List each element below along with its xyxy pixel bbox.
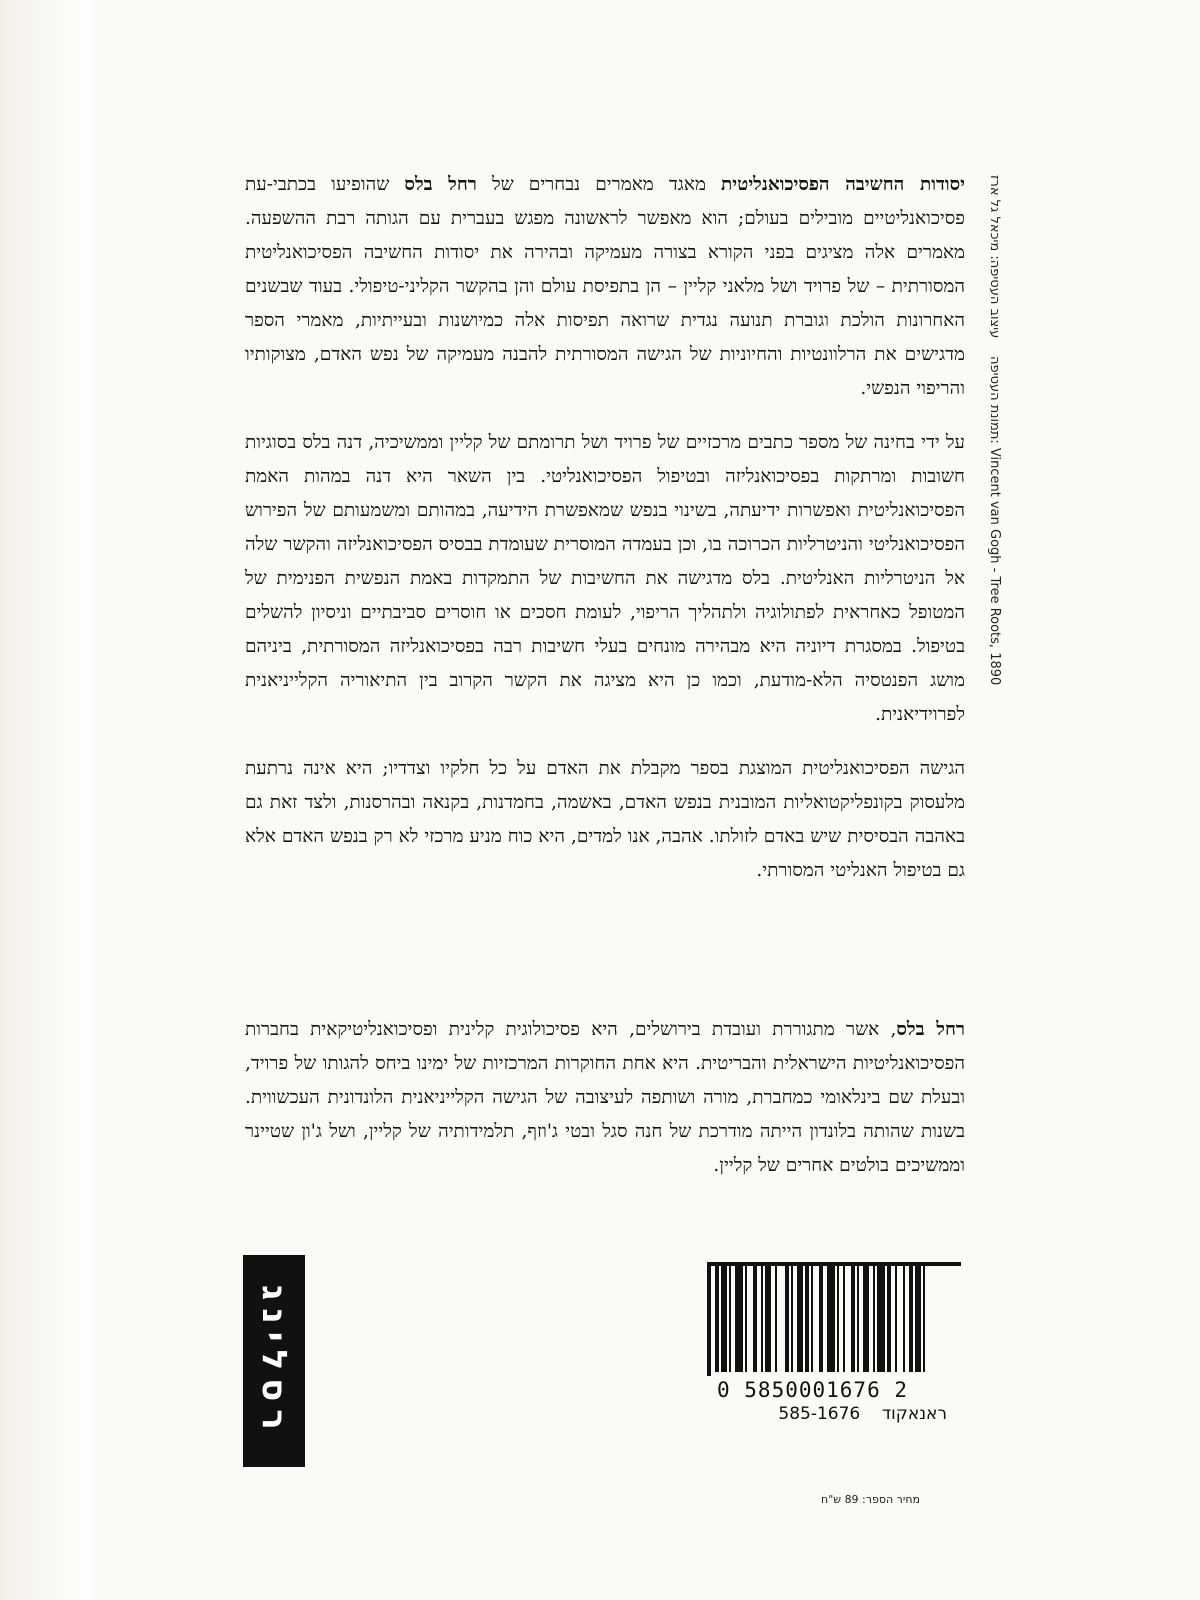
barcode-bar	[791, 1266, 793, 1372]
barcode-bar	[887, 1266, 891, 1372]
price-label: מחיר הספר: 89 ש"ח	[821, 1493, 920, 1506]
author-bio-name: רחל בלס	[896, 1019, 965, 1040]
blurb-p1-rest: שהופיעו בכתבי-עת פסיכואנליטיים מובילים בעולם; הוא מאפשר לראשונה מפגש בעברית עם הגותה רבת ההשפעה. מאמרים אלה מציגים בפני הקורא בצורה מעמיקה ובהירה את יסודות החשיבה הפסיכואנליטית המסורתית – של פרויד ושל מלאני קליין – הן בתפיסת עולם והן בהקשר הקליני-טיפולי. בעוד שבשנים האחרונות הולכת וגוברת תנועה נגדית שרואה תפיסות אלה כמיושנות ובעייתיות, מאמרי הספר מדגישים את הרלוונטיות והחיוניות של הגישה המסורתית להבנה מעמיקה של נפש האדם, מצוקותיו והריפוי הנפשי.	[245, 174, 965, 399]
page-edge-shadow	[0, 0, 92, 1600]
barcode-bar	[775, 1266, 777, 1372]
book-title-inline: יסודות החשיבה הפסיכואנליטית	[721, 174, 965, 195]
barcode-bar	[877, 1266, 885, 1372]
barcode-bar	[797, 1266, 803, 1372]
barcode-icon	[707, 1262, 961, 1376]
publisher-logo-text: רסלינג	[254, 1284, 294, 1438]
barcode-bar	[811, 1266, 813, 1372]
barcode-bar	[735, 1266, 743, 1372]
author-name-inline: רחל בלס	[404, 174, 477, 195]
barcode-bar	[819, 1266, 823, 1372]
barcode-bar	[761, 1266, 763, 1372]
barcode-number: 0 5850001676 2	[717, 1378, 909, 1402]
barcode-bar	[873, 1266, 875, 1372]
author-bio-paragraph	[245, 1013, 965, 1183]
blurb-paragraph-2: על ידי בחינה של מספר כתבים מרכזיים של פרויד ושל תרומתם של קליין וממשיכיה, דנה בלס בסוגיות חשובות ומרתקות בפסיכואנליזה ובטיפול הפסיכואנליטי. בין השאר היא דנה במהות האמת הפסיכואנליטית ואפשרות ידיעתה, בשינוי בנפש שמאפשרת הידיעה, במהותם ומשמעותם של הפירוש הפסיכואנליטי והניטרליות הכרוכה בו, וכן בעמדה המוסרית שעומדת בבסיס הפסיכואנליזה והקשר שלה אל הניטרליות האנליטית. בלס מדגישה את החשיבות של התמקדות באמת הנפשית הפנימית של המטופל כאחראית לפתולוגיה ולתהליך הריפוי, לעומת חסכים או חוסרים סביבתיים וניסיון להשלים בטיפול. במסגרת דיוניה היא מבהירה מונחים בעלי חשיבות רבה בפסיכואנליזה המסורתית, ביניהם מושג הפנטסיה הלא-מודעת, וכמו כן היא מציגה את הקשר הקרוב בין התיאוריה הקלייניאנית לפרוידיאנית.	[245, 432, 965, 725]
author-bio	[245, 1013, 965, 1203]
barcode-bar	[895, 1266, 897, 1372]
cover-image-credit: תמונת העטיפה: Vincent van Gogh - Tree Roots, 1890	[987, 356, 1002, 686]
cover-credits	[985, 175, 1003, 955]
barcode-sub-label: ראנאקוד	[881, 1404, 947, 1424]
barcode-bar	[729, 1266, 731, 1372]
blurb-paragraph-1	[245, 168, 965, 406]
publisher-logo	[243, 1255, 305, 1467]
blurb	[245, 168, 965, 908]
blurb-paragraph-3: הגישה הפסיכואנליטית המוצגת בספר מקבלת את האדם על כל חלקיו וצדדיו; היא אינה נרתעת מלעסוק בקונפליקטואליות המובנית בנפש האדם, באשמה, בחמדנות, בקנאה ובהרסנות, ולצד זאת גם באהבה הבסיסית שיש באדם לזולתו. אהבה, אנו למדים, היא כוח מניע מרכזי לא רק בנפש האדם אלא גם בטיפול האנליטי המסורתי.	[245, 758, 965, 881]
barcode-bar	[745, 1266, 747, 1372]
barcode-bar	[837, 1266, 839, 1372]
barcode-bar	[903, 1266, 905, 1372]
barcode-subline	[707, 1404, 957, 1424]
author-bio-text: , אשר מתגוררת ועובדת בירושלים, היא פסיכולוגית קלינית ופסיכואנליטיקאית בחברות הפסיכואנליטיות הישראלית והבריטית. היא אחת החוקרות המרכזיות של ימינו ביחס להגותו של פרויד, ובעלת שם בינלאומי כמחברת, מורה ושותפה לעיצובה של הגישה הקלייניאנית הלונדונית העכשווית. בשנות שהותה בלונדון הייתה מודרכת של חנה סגל ובטי ג'וזף, תלמידותיה של קליין, ושל ג'ון שטיינר וממשיכים בולטים אחרים של קליין.	[245, 1019, 965, 1176]
barcode-bar	[805, 1266, 809, 1372]
barcode-area	[707, 1262, 957, 1424]
barcode-bar	[785, 1266, 789, 1372]
barcode-bar	[827, 1266, 835, 1372]
blurb-p1-mid: מאגד מאמרים נבחרים של	[476, 174, 722, 195]
barcode-bar	[721, 1266, 727, 1372]
barcode-bar	[863, 1266, 869, 1372]
barcode-bar	[857, 1266, 859, 1372]
barcode-bar	[715, 1266, 719, 1372]
barcode-bar	[851, 1266, 855, 1372]
barcode-bar	[765, 1266, 771, 1372]
barcode-bar	[915, 1266, 921, 1372]
barcode-bar	[909, 1266, 913, 1372]
barcode-bar	[843, 1266, 845, 1372]
barcode-sub-number: 585-1676	[778, 1404, 861, 1424]
barcode-bar	[753, 1266, 757, 1372]
cover-design-credit: עיצוב העטיפה: מיכאל גל ארז	[987, 175, 1002, 339]
barcode-bar	[923, 1266, 925, 1372]
